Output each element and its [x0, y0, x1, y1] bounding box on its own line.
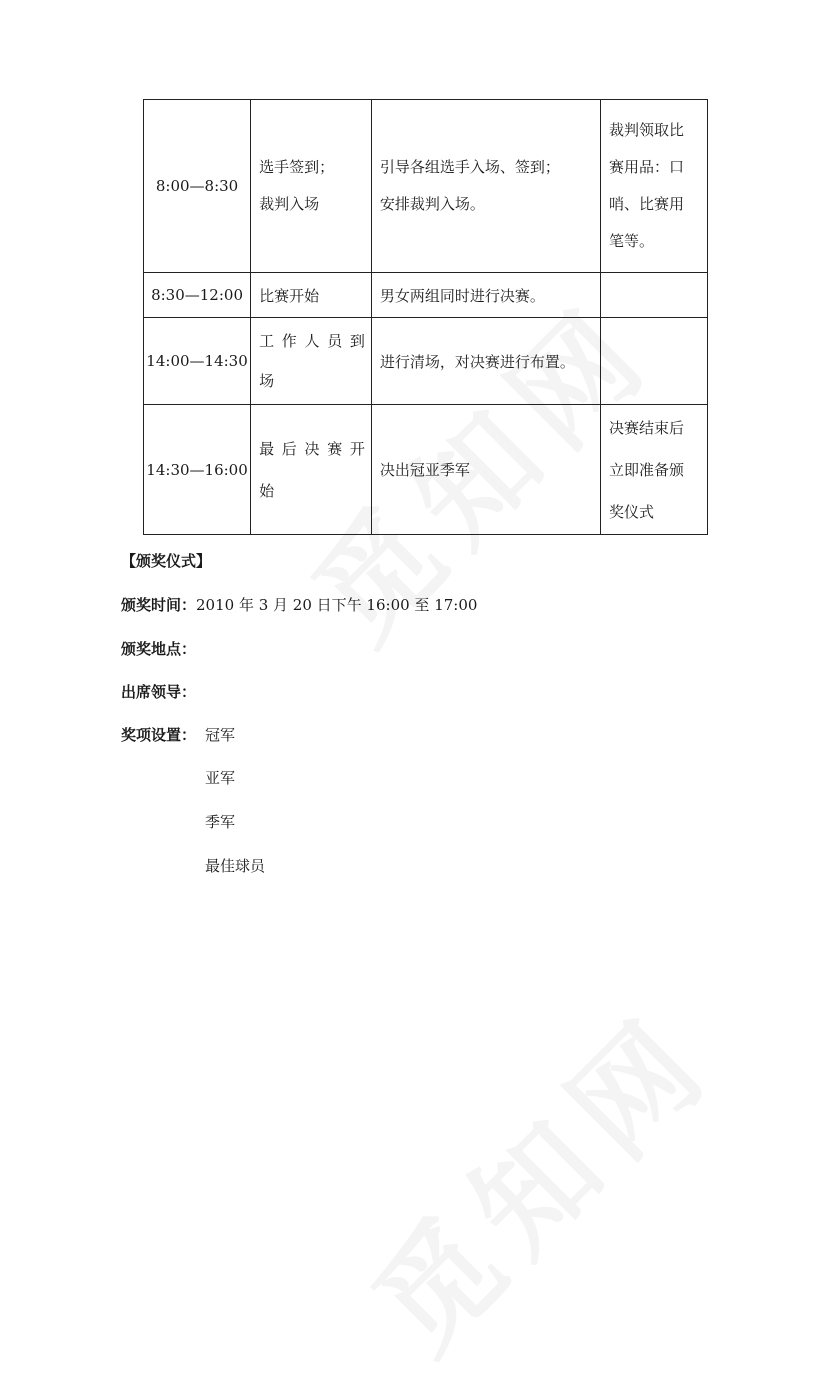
award-item: 最佳球员	[205, 857, 266, 875]
item-cell: 最后决赛开 始	[251, 405, 372, 535]
award-place-label: 颁奖地点：	[121, 640, 197, 658]
table-row	[144, 273, 708, 318]
award-place-row	[121, 638, 196, 659]
time-cell: 14:00—14:30	[144, 318, 251, 405]
award-time-row	[121, 594, 477, 615]
time-cell: 8:30—12:00	[144, 273, 251, 318]
award-time-label: 颁奖时间：	[121, 596, 197, 614]
item-cell: 选手签到； 裁判入场	[251, 100, 372, 273]
awards-label: 奖项设置：	[121, 726, 197, 744]
table-row	[144, 318, 708, 405]
table-row	[144, 100, 708, 273]
content-cell: 引导各组选手入场、签到； 安排裁判入场。	[371, 100, 600, 273]
schedule-table	[143, 99, 708, 535]
award-item: 冠军	[205, 726, 236, 744]
table-row	[144, 405, 708, 535]
content-cell: 进行清场，对决赛进行布置。	[371, 318, 600, 405]
note-cell: 决赛结束后 立即准备颁 奖仪式	[601, 405, 708, 535]
awards-row	[121, 724, 196, 745]
time-cell: 8:00—8:30	[144, 100, 251, 273]
leaders-row	[121, 681, 196, 702]
content-cell: 男女两组同时进行决赛。	[371, 273, 600, 318]
watermark	[330, 969, 744, 1383]
content-cell: 决出冠亚季军	[371, 405, 600, 535]
award-item: 季军	[205, 813, 236, 831]
ceremony-title: 【颁奖仪式】	[121, 552, 212, 570]
note-cell	[601, 273, 708, 318]
item-cell: 比赛开始	[251, 273, 372, 318]
award-item: 亚军	[205, 769, 236, 787]
note-cell	[601, 318, 708, 405]
note-cell: 裁判领取比 赛用品：口 哨、比赛用 笔等。	[601, 100, 708, 273]
leaders-label: 出席领导：	[121, 683, 197, 701]
time-cell: 14:30—16:00	[144, 405, 251, 535]
award-time-value: 2010 年 3 月 20 日下午 16:00 至 17:00	[196, 596, 478, 614]
item-cell: 工作人员到 场	[251, 318, 372, 405]
